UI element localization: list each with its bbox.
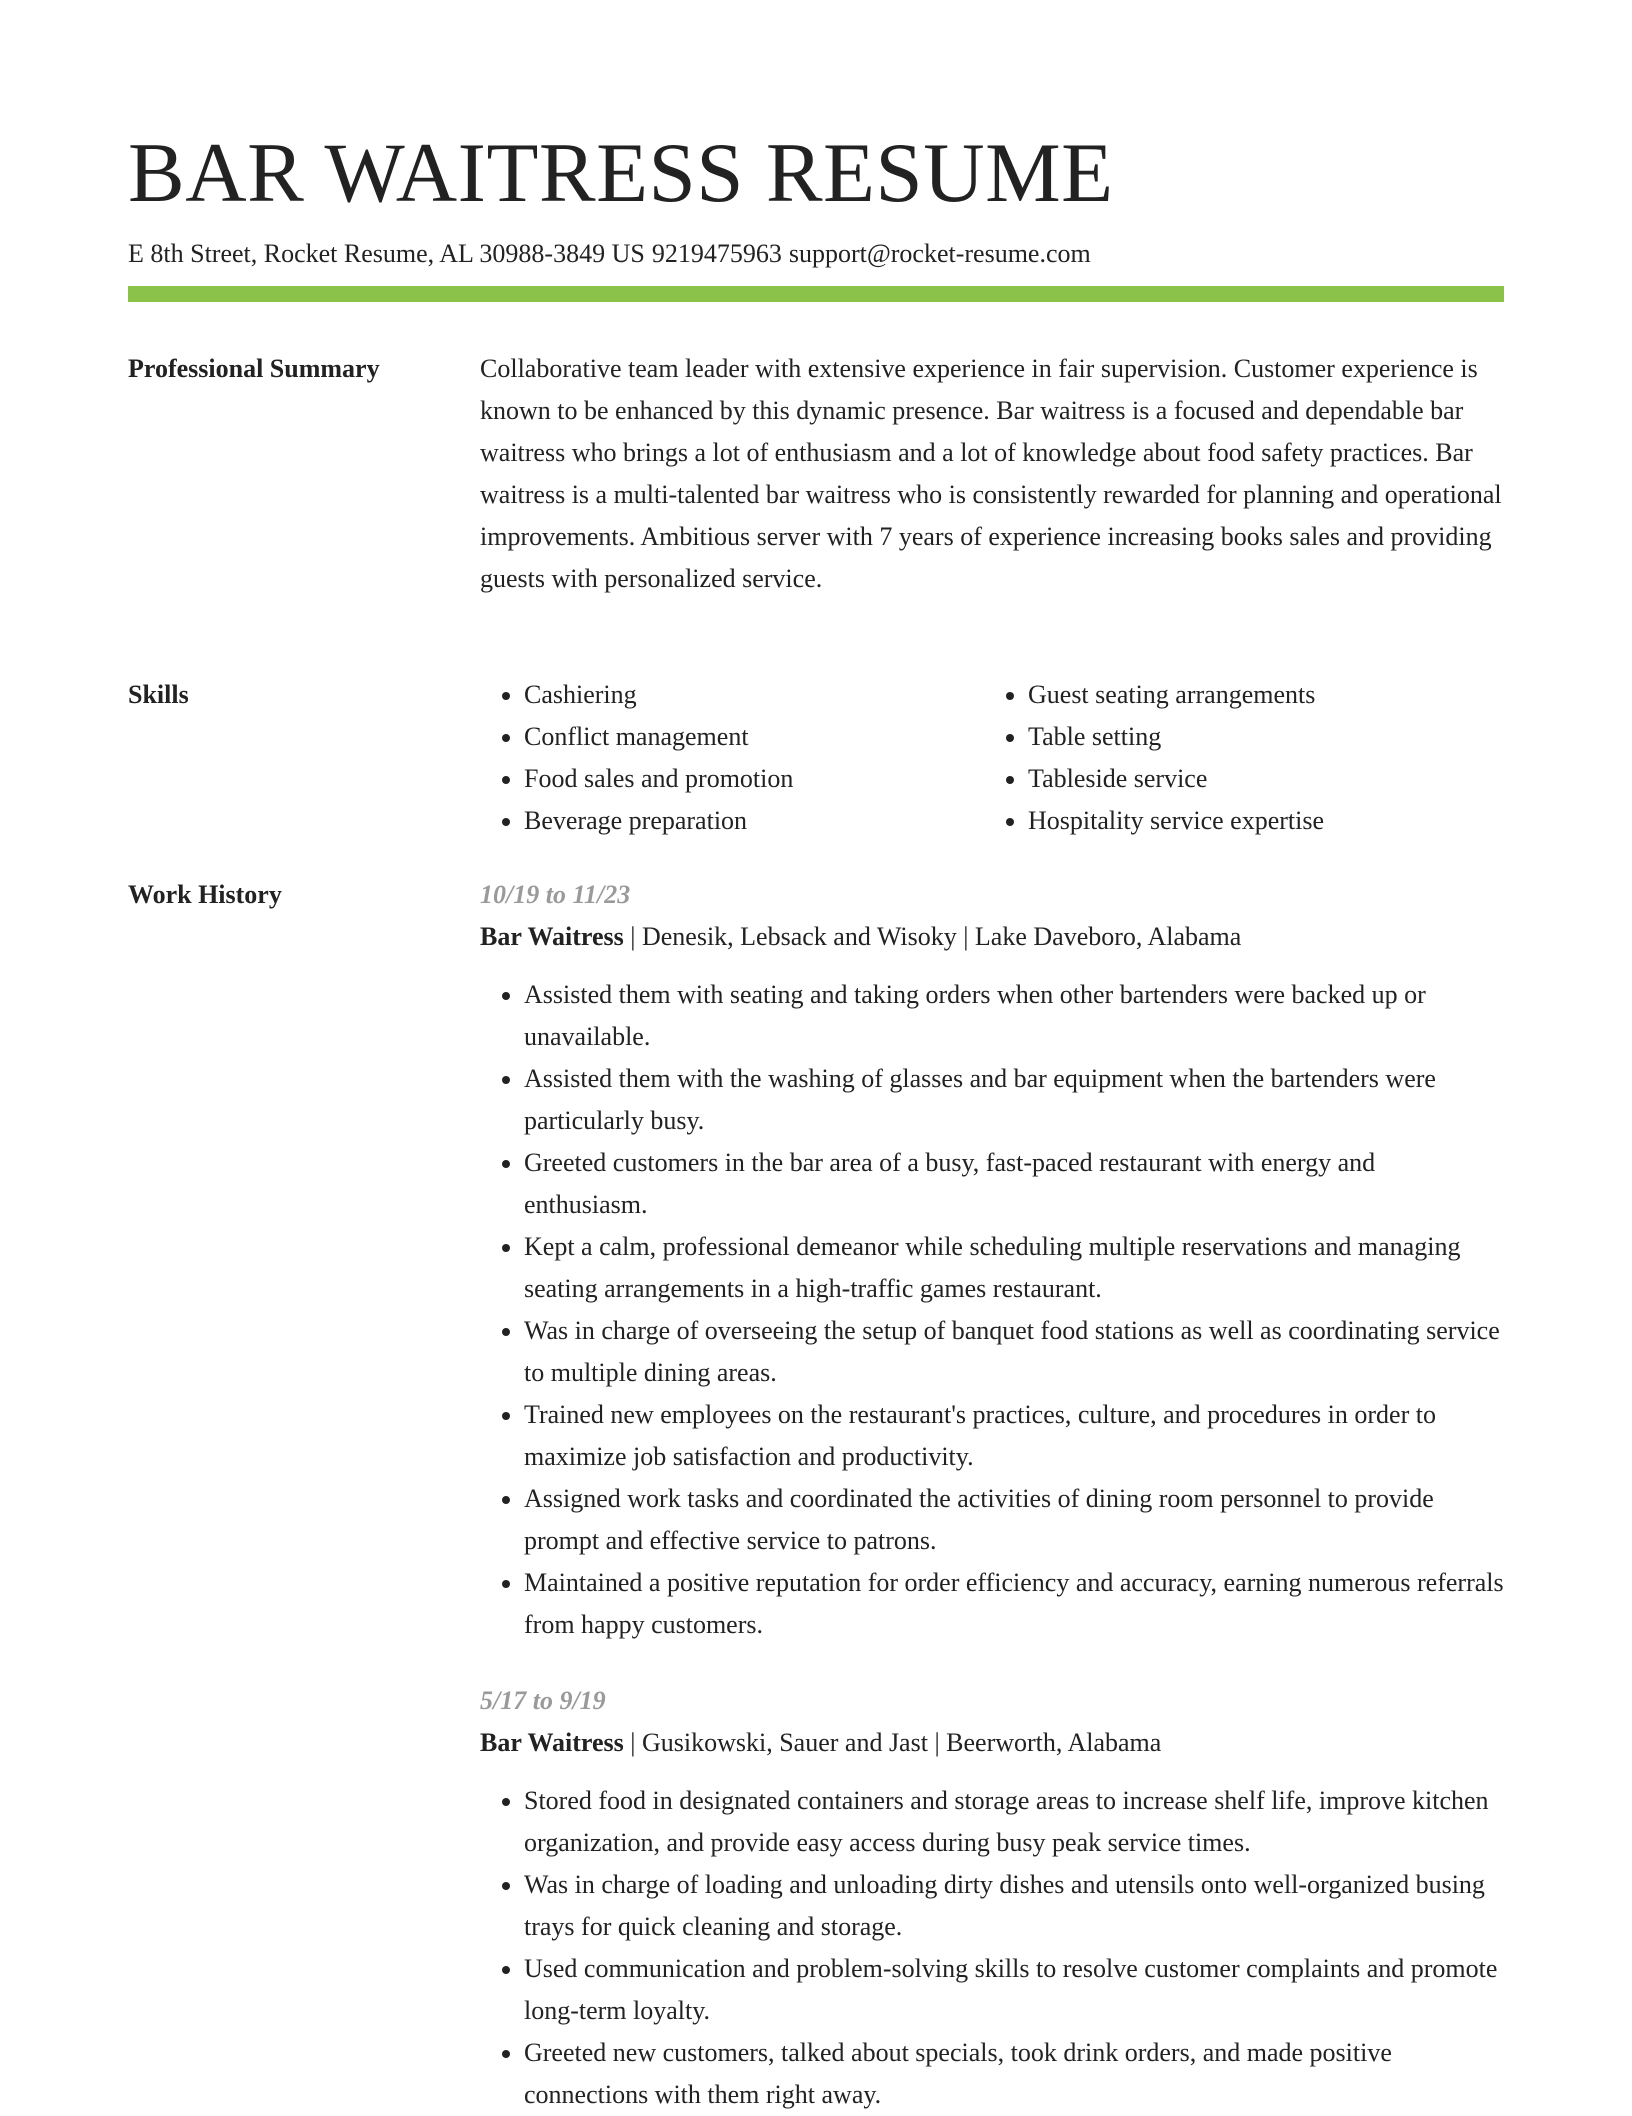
job-bullet: • Maintained a positive reputation for order efficiency and accuracy, earning numerous referrals from happy customers. bbox=[524, 1562, 1504, 1646]
job-title: Bar Waitress bbox=[480, 922, 624, 951]
job-header bbox=[480, 916, 1504, 958]
skill-item: • Cashiering bbox=[524, 674, 984, 716]
job-bullet: • Assisted them with seating and taking orders when other bartenders were backed up or unavailable. bbox=[524, 974, 1504, 1058]
job-separator: | bbox=[934, 1728, 947, 1757]
job-bullet: • Used communication and problem-solving skills to resolve customer complaints and promote long-term loyalty. bbox=[524, 1948, 1504, 2032]
skill-item: • Conflict management bbox=[524, 716, 984, 758]
job-company: Denesik, Lebsack and Wisoky bbox=[641, 922, 957, 951]
skill-item: • Food sales and promotion bbox=[524, 758, 984, 800]
skills-section bbox=[128, 674, 1504, 842]
job-bullet: • Was in charge of loading and unloading dirty dishes and utensils onto well-organized busing trays for quick cleaning and storage. bbox=[524, 1864, 1504, 1948]
skill-item: • Guest seating arrangements bbox=[1028, 674, 1488, 716]
job-separator: | bbox=[630, 922, 642, 951]
skills-list-left bbox=[480, 674, 984, 842]
skills-heading: Skills bbox=[128, 680, 189, 709]
job-entry bbox=[480, 874, 1504, 1646]
work-history-section bbox=[128, 874, 1504, 2116]
job-separator: | bbox=[630, 1728, 642, 1757]
contact-email: support@rocket-resume.com bbox=[788, 239, 1091, 268]
contact-phone: 9219475963 bbox=[651, 239, 782, 268]
job-bullet: • Kept a calm, professional demeanor while scheduling multiple reservations and managing seating arrangements in a high-traffic games restaurant. bbox=[524, 1226, 1504, 1310]
job-bullet: • Assigned work tasks and coordinated the activities of dining room personnel to provide prompt and effective service to patrons. bbox=[524, 1478, 1504, 1562]
contact-line bbox=[128, 236, 1504, 272]
job-location: Beerworth, Alabama bbox=[946, 1728, 1162, 1757]
job-location: Lake Daveboro, Alabama bbox=[974, 922, 1242, 951]
job-bullet: • Trained new employees on the restaurant's practices, culture, and procedures in order to maximize job satisfaction and productivity. bbox=[524, 1394, 1504, 1478]
job-bullets bbox=[480, 974, 1504, 1646]
skill-item: • Tableside service bbox=[1028, 758, 1488, 800]
job-entry bbox=[480, 1680, 1504, 2116]
job-bullet: • Greeted new customers, talked about specials, took drink orders, and made positive connections with them right away. bbox=[524, 2032, 1504, 2116]
skill-item: • Beverage preparation bbox=[524, 800, 984, 842]
summary-text: Collaborative team leader with extensive experience in fair supervision. Customer experience is known to be enhanced by this dynamic presence. Bar waitress is a focused and dependable bar waitress who brings a lot of enthusiasm and a lot of knowledge about food safety practices. Bar waitress is a multi-talented bar waitress who is consistently rewarded for planning and operational improvements. Ambitious server with 7 years of experience increasing books sales and providing guests with personalized service. bbox=[480, 354, 1502, 593]
job-separator: | bbox=[963, 922, 975, 951]
resume-title: BAR WAITRESS RESUME bbox=[128, 126, 1114, 220]
contact-address: E 8th Street, Rocket Resume, AL 30988-3849 US bbox=[128, 239, 645, 268]
skills-list-right bbox=[984, 674, 1488, 842]
summary-heading: Professional Summary bbox=[128, 354, 380, 383]
job-bullet: • Greeted customers in the bar area of a busy, fast-paced restaurant with energy and enthusiasm. bbox=[524, 1142, 1504, 1226]
job-bullet: • Assisted them with the washing of glasses and bar equipment when the bartenders were particularly busy. bbox=[524, 1058, 1504, 1142]
skill-item: • Table setting bbox=[1028, 716, 1488, 758]
skills-columns bbox=[480, 674, 1504, 842]
work-history-heading: Work History bbox=[128, 880, 282, 909]
job-header bbox=[480, 1722, 1504, 1764]
job-bullets bbox=[480, 1780, 1504, 2116]
summary-section bbox=[128, 348, 1504, 600]
job-bullet: • Stored food in designated containers and storage areas to increase shelf life, improve kitchen organization, and provide easy access during busy peak service times. bbox=[524, 1780, 1504, 1864]
resume-page bbox=[128, 118, 1504, 302]
job-dates: 5/17 to 9/19 bbox=[480, 1686, 606, 1715]
job-bullet: • Was in charge of overseeing the setup of banquet food stations as well as coordinating service to multiple dining areas. bbox=[524, 1310, 1504, 1394]
skill-item: • Hospitality service expertise bbox=[1028, 800, 1488, 842]
job-title: Bar Waitress bbox=[480, 1728, 624, 1757]
job-company: Gusikowski, Sauer and Jast bbox=[641, 1728, 928, 1757]
accent-divider bbox=[128, 286, 1504, 302]
job-dates: 10/19 to 11/23 bbox=[480, 880, 631, 909]
